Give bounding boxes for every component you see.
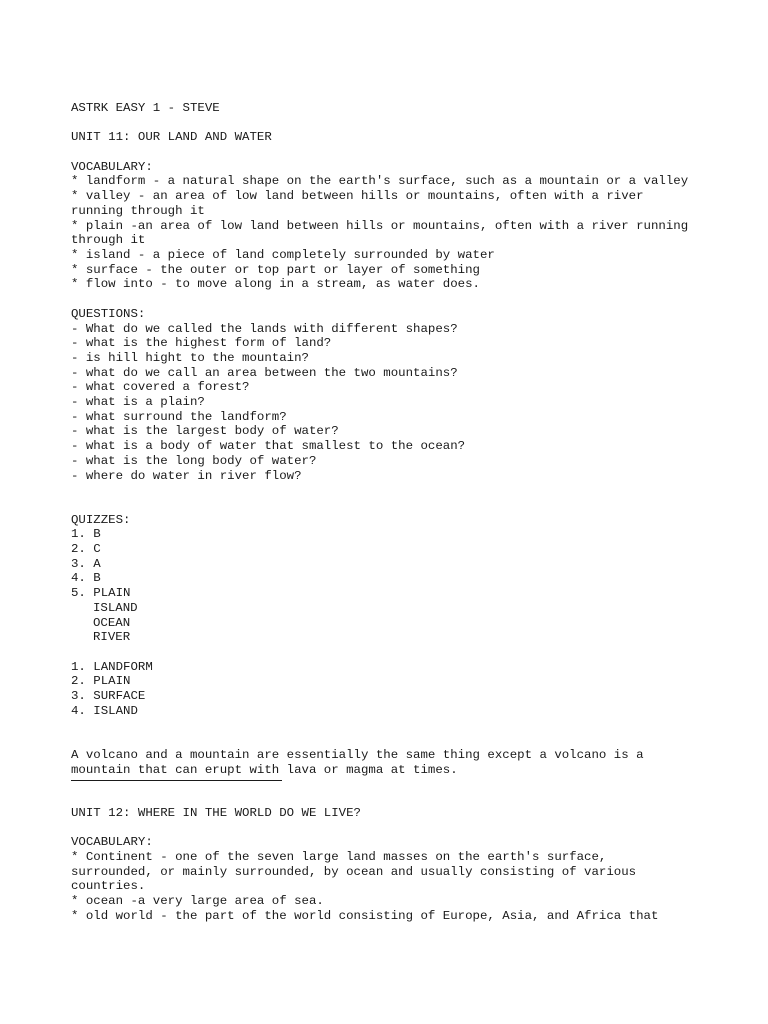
unit-11-quizzes-heading: QUIZZES: [71, 512, 131, 527]
vocab-line: surrounded, or mainly surrounded, by ocean and usually consisting of various [71, 864, 637, 879]
question-line: - what covered a forest? [71, 380, 250, 395]
quiz-answer-continued: ISLAND [93, 600, 138, 615]
question-line: - what is a body of water that smallest to the ocean? [71, 439, 466, 454]
quiz-answer: 2. C [71, 542, 101, 557]
second-list-item: 4. ISLAND [71, 703, 138, 718]
vocab-line: * island - a piece of land completely surrounded by water [71, 248, 495, 262]
question-line: - what is the highest form of land? [71, 336, 332, 351]
unit-12-vocab-heading: VOCABULARY: [71, 835, 153, 850]
question-line: - what surround the landform? [71, 409, 287, 424]
vocab-line: * Continent - one of the seven large land masses on the earth's surface, [71, 850, 607, 865]
question-line: - what is the largest body of water? [71, 424, 339, 439]
quiz-answer-continued: OCEAN [93, 615, 131, 630]
question-line: - what is the long body of water? [71, 453, 317, 468]
vocab-line: * plain -an area of low land between hills or mountains, often with a river running [71, 218, 689, 233]
question-line: - what is a plain? [71, 395, 205, 410]
unit-11-vocab-heading: VOCABULARY: [71, 159, 153, 174]
unit-11-title: UNIT 11: OUR LAND AND WATER [71, 130, 272, 145]
unit-11-questions-list [71, 322, 731, 484]
unit-12-title: UNIT 12: WHERE IN THE WORLD DO WE LIVE? [71, 805, 361, 820]
second-list-item: 1. LANDFORM [71, 659, 153, 674]
unit-11-vocab-list [71, 174, 731, 292]
quiz-answer: 5. PLAIN [71, 586, 131, 601]
unit-11-quiz-answers [71, 527, 731, 645]
unit-11-second-list [71, 660, 731, 719]
volcano-note-line-2: mountain that can erupt with lava or magma at times. [71, 762, 458, 777]
vocab-line: * old world - the part of the world consisting of Europe, Asia, and Africa that [71, 908, 659, 923]
vocab-line: * surface - the outer or top part or layer of something [71, 262, 480, 277]
second-list-item: 2. PLAIN [71, 674, 131, 689]
vocab-line: through it [71, 233, 146, 248]
vocab-line: * flow into - to move along in a stream, as water does. [71, 277, 480, 292]
quiz-answer: 1. B [71, 527, 101, 542]
section-divider [71, 780, 282, 781]
question-line: - what do we call an area between the two mountains? [71, 365, 458, 380]
quiz-answer: 3. A [71, 556, 101, 571]
vocab-line: running through it [71, 203, 205, 218]
question-line: - What do we called the lands with different shapes? [71, 321, 458, 336]
quiz-answer-continued: RIVER [93, 630, 131, 645]
quiz-answer: 4. B [71, 571, 101, 586]
document-title: ASTRK EASY 1 - STEVE [71, 101, 220, 115]
vocab-line: countries. [71, 879, 146, 894]
vocab-line: * valley - an area of low land between hills or mountains, often with a river [71, 189, 644, 204]
volcano-note-line-1: A volcano and a mountain are essentially the same thing except a volcano is a [71, 747, 644, 762]
document-page [71, 101, 731, 924]
question-line: - where do water in river flow? [71, 468, 302, 483]
second-list-item: 3. SURFACE [71, 689, 146, 704]
unit-12-vocab-list [71, 850, 731, 924]
vocab-line: * landform - a natural shape on the earth's surface, such as a mountain or a valley [71, 174, 689, 189]
vocab-line: * ocean -a very large area of sea. [71, 894, 324, 909]
unit-11-questions-heading: QUESTIONS: [71, 306, 146, 321]
question-line: - is hill hight to the mountain? [71, 350, 309, 365]
